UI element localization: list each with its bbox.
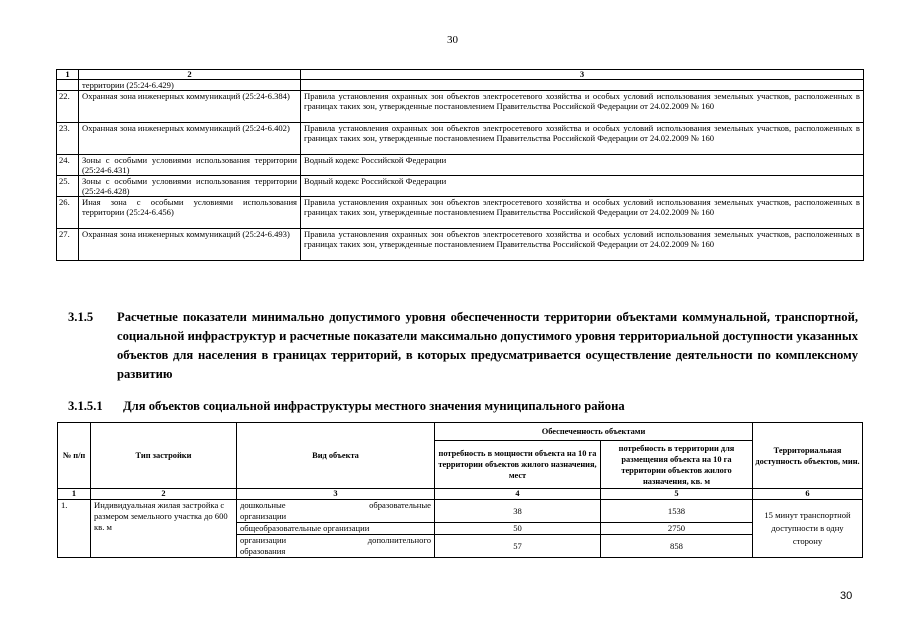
zone-name: Охранная зона инженерных коммуникаций (25:24-6.402) <box>79 123 301 155</box>
index-cell: 5 <box>601 489 753 500</box>
object-name-line: организации дополнительного <box>240 535 431 545</box>
section-title: Для объектов социальной инфраструктуры местного значения муниципального района <box>123 399 625 413</box>
index-cell: 1 <box>58 489 91 500</box>
row-number: 23. <box>57 123 79 155</box>
section-heading-3-1-5 <box>68 308 858 384</box>
zone-name: Охранная зона инженерных коммуникаций (25:24-6.493) <box>79 229 301 261</box>
header-cell: 3 <box>301 70 864 80</box>
row-number <box>57 80 79 91</box>
zone-basis: Правила установления охранных зон объектов электросетевого хозяйства и особых условий использования земельных участков, расположенных в границах таких зон, утвержденные постановлением Правительства Российской Федерации от 24.02.2009 № 160 <box>301 197 864 229</box>
header-area: потребность в территории для размещения объекта на 10 га территории объектов жилого назначения, кв. м <box>601 441 753 489</box>
section-number: 3.1.5.1 <box>68 399 103 413</box>
table-row <box>57 229 864 261</box>
page-number-top: 30 <box>447 34 458 46</box>
zone-basis: Правила установления охранных зон объектов электросетевого хозяйства и особых условий использования земельных участков, расположенных в границах таких зон, утвержденные постановлением Правительства Российской Федерации от 24.02.2009 № 160 <box>301 229 864 261</box>
section-heading-3-1-5-1 <box>68 399 625 414</box>
table-row <box>57 197 864 229</box>
header-capacity: потребность в мощности объекта на 10 га территории объектов жилого назначения, мест <box>435 441 601 489</box>
area-value: 2750 <box>601 523 753 535</box>
table-row <box>57 91 864 123</box>
header-access: Территориальная доступность объектов, мин. <box>753 423 863 489</box>
column-index-row <box>58 489 863 500</box>
capacity-value: 50 <box>435 523 601 535</box>
object-name <box>237 535 435 558</box>
zone-name: Иная зона с особыми условиями использования территории (25:24-6.456) <box>79 197 301 229</box>
table-row <box>57 155 864 176</box>
row-number: 25. <box>57 176 79 197</box>
row-number: 1. <box>58 500 91 558</box>
object-name: общеобразовательные организации <box>237 523 435 535</box>
zone-name: Зоны с особыми условиями использования территории (25:24-6.431) <box>79 155 301 176</box>
object-name-line: образования <box>240 546 286 556</box>
row-number: 22. <box>57 91 79 123</box>
object-name-line: дошкольные образовательные <box>240 500 431 510</box>
section-title: Расчетные показатели минимально допустимого уровня обеспеченности территории объектами коммунальной, транспортной, социальной инфраструктур и расчетные показатели максимально допустимого уровня территориальной доступности указанных объектов для населения в границах территорий, в которых предусматривается осуществление деятельности по комплексному развитию <box>117 310 858 381</box>
zone-basis <box>301 80 864 91</box>
access-value: 15 минут транспортной доступности в одну сторону <box>753 500 863 558</box>
index-cell: 4 <box>435 489 601 500</box>
zone-name: Охранная зона инженерных коммуникаций (25:24-6.384) <box>79 91 301 123</box>
zone-basis: Водный кодекс Российской Федерации <box>301 155 864 176</box>
header-num: № п/п <box>58 423 91 489</box>
table-header-row <box>58 423 863 441</box>
header-type: Тип застройки <box>91 423 237 489</box>
zone-name: территории (25:24-6.429) <box>79 80 301 91</box>
capacity-value: 38 <box>435 500 601 523</box>
index-cell: 2 <box>91 489 237 500</box>
index-cell: 6 <box>753 489 863 500</box>
header-cell: 2 <box>79 70 301 80</box>
index-cell: 3 <box>237 489 435 500</box>
table-row <box>57 123 864 155</box>
row-number: 24. <box>57 155 79 176</box>
table-header-row <box>57 70 864 80</box>
table-row <box>57 176 864 197</box>
page-number-bottom: 30 <box>840 590 853 602</box>
object-name-line: организации <box>240 511 287 521</box>
header-provision: Обеспеченность объектами <box>435 423 753 441</box>
zone-basis: Правила установления охранных зон объектов электросетевого хозяйства и особых условий использования земельных участков, расположенных в границах таких зон, утвержденные постановлением Правительства Российской Федерации от 24.02.2009 № 160 <box>301 123 864 155</box>
header-cell: 1 <box>57 70 79 80</box>
zones-table <box>56 69 864 261</box>
area-value: 858 <box>601 535 753 558</box>
section-number: 3.1.5 <box>68 310 94 324</box>
area-value: 1538 <box>601 500 753 523</box>
table-row <box>57 80 864 91</box>
row-number: 26. <box>57 197 79 229</box>
row-number: 27. <box>57 229 79 261</box>
social-infrastructure-table <box>57 422 863 558</box>
zone-basis: Водный кодекс Российской Федерации <box>301 176 864 197</box>
object-name <box>237 500 435 523</box>
building-type: Индивидуальная жилая застройка с размером земельного участка до 600 кв. м <box>91 500 237 558</box>
header-object: Вид объекта <box>237 423 435 489</box>
zone-basis: Правила установления охранных зон объектов электросетевого хозяйства и особых условий использования земельных участков, расположенных в границах таких зон, утвержденные постановлением Правительства Российской Федерации от 24.02.2009 № 160 <box>301 91 864 123</box>
zone-name: Зоны с особыми условиями использования территории (25:24-6.428) <box>79 176 301 197</box>
table-row <box>58 500 863 523</box>
capacity-value: 57 <box>435 535 601 558</box>
